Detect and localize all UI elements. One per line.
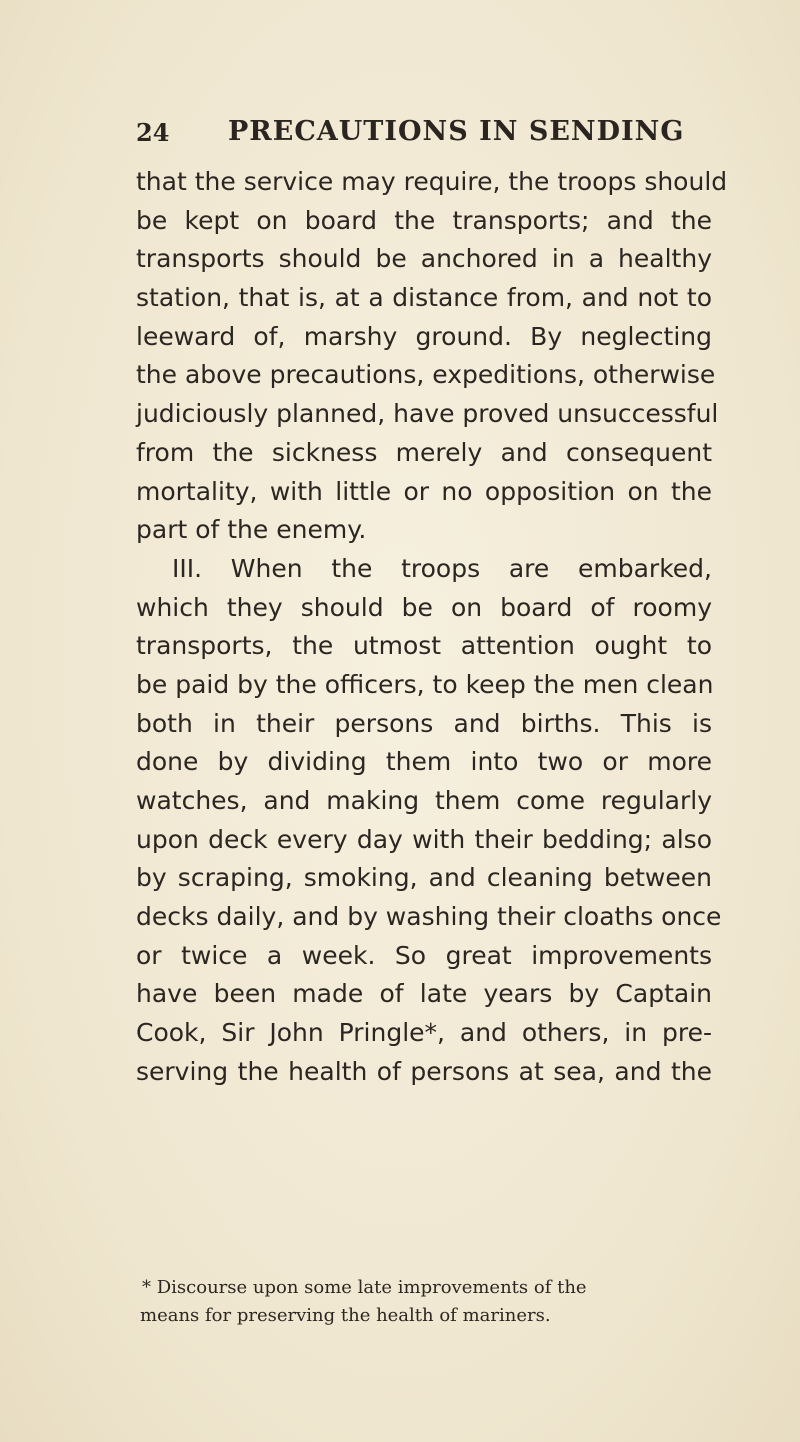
text-line: both in their persons and births. This is [136,708,712,738]
text-line: watches, and making them come regularly [136,786,712,815]
text-line: leeward of, marshy ground. By neglecting [136,321,712,351]
section-start-line: III. When the troops are embarked, [172,553,712,583]
text-line: be kept on board the transports; and the [136,205,712,235]
text-line: be paid by the officers, to keep the men clean [136,669,714,699]
running-head: PRECAUTIONS IN SENDING [228,116,685,147]
text-line: from the sickness merely and consequent [136,437,712,467]
body-text [136,163,728,1092]
text-line: Cook, Sir John Pringle*, and others, in pre- [136,1018,712,1048]
text-line: transports should be anchored in a healthy [136,244,712,274]
text-line: done by dividing them into two or more [136,747,712,777]
page-header [0,116,800,156]
text-line: station, that is, at a distance from, and not to [136,283,712,313]
text-line: judiciously planned, have proved unsuccessful [136,399,719,429]
text-line: that the service may require, the troops should [136,167,728,196]
text-line: by scraping, smoking, and cleaning between [136,863,712,893]
paragraph-end-line: part of the enemy. [136,515,367,545]
text-line: decks daily, and by washing their cloaths once [136,902,722,932]
text-line: or twice a week. So great improvements [136,940,712,970]
footnote-line: * Discourse upon some late improvements of the [142,1277,587,1298]
text-line: transports, the utmost attention ought to [136,631,712,661]
page-number: 24 [136,118,170,147]
text-line: upon deck every day with their bedding; also [136,824,712,854]
footnote [140,1274,712,1330]
text-line: which they should be on board of roomy [136,592,712,622]
footnote-line: means for preserving the health of mariners. [140,1305,551,1326]
text-line: have been made of late years by Captain [136,979,712,1009]
text-line: the above precautions, expeditions, otherwise [136,360,716,390]
text-line: mortality, with little or no opposition on the [136,476,712,506]
text-line: serving the health of persons at sea, and the [136,1056,712,1086]
